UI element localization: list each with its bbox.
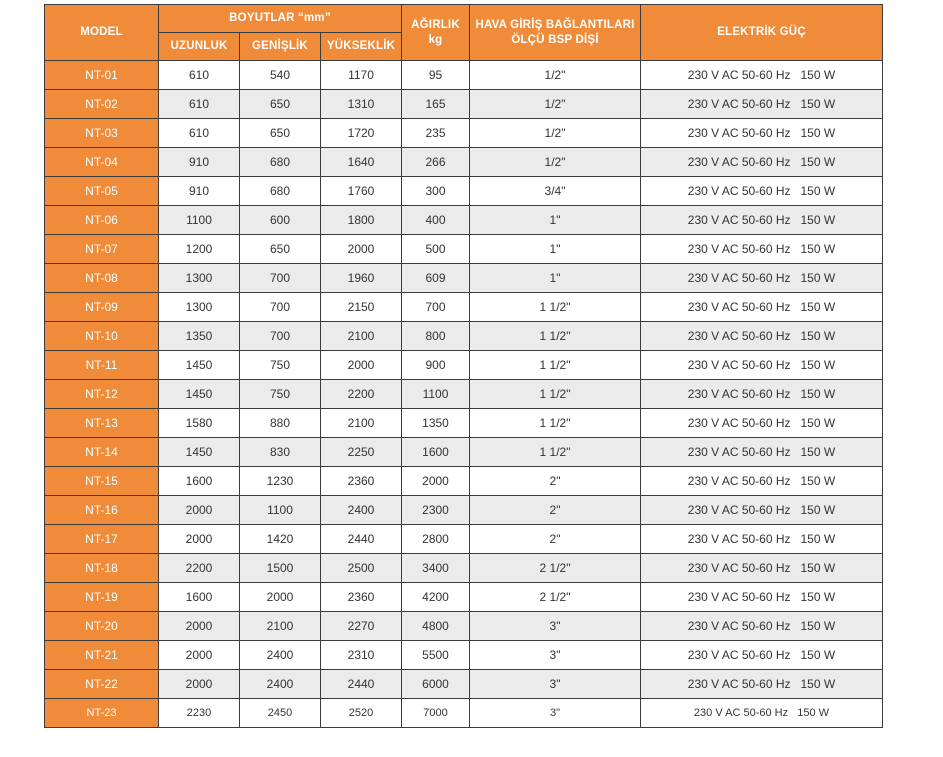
model-cell: NT-13 [45, 409, 159, 438]
height-cell: 2000 [321, 351, 402, 380]
model-cell: NT-14 [45, 438, 159, 467]
air-connection-cell: 1 1/2" [470, 380, 641, 409]
width-cell: 600 [240, 206, 321, 235]
table-row [45, 380, 883, 409]
header-power: ELEKTRİK GÜÇ [641, 5, 883, 61]
width-cell: 2400 [240, 641, 321, 670]
length-cell: 610 [159, 90, 240, 119]
length-cell: 1450 [159, 438, 240, 467]
weight-cell: 3400 [402, 554, 470, 583]
width-cell: 2400 [240, 670, 321, 699]
height-cell: 2200 [321, 380, 402, 409]
model-cell: NT-07 [45, 235, 159, 264]
length-cell: 1300 [159, 264, 240, 293]
model-cell: NT-03 [45, 119, 159, 148]
model-cell: NT-02 [45, 90, 159, 119]
width-cell: 700 [240, 322, 321, 351]
power-cell: 230 V AC 50-60 Hz 150 W [641, 322, 883, 351]
table-row [45, 612, 883, 641]
air-connection-cell: 1/2" [470, 61, 641, 90]
air-connection-cell: 1 1/2" [470, 293, 641, 322]
air-connection-cell: 1 1/2" [470, 322, 641, 351]
weight-cell: 4200 [402, 583, 470, 612]
power-cell: 230 V AC 50-60 Hz 150 W [641, 670, 883, 699]
air-connection-cell: 1 1/2" [470, 351, 641, 380]
height-cell: 2270 [321, 612, 402, 641]
table-row [45, 177, 883, 206]
air-connection-cell: 3/4" [470, 177, 641, 206]
width-cell: 1230 [240, 467, 321, 496]
header-height: YÜKSEKLİK [321, 33, 402, 61]
weight-cell: 1100 [402, 380, 470, 409]
table-row [45, 438, 883, 467]
air-connection-cell: 2 1/2" [470, 554, 641, 583]
air-connection-cell: 1" [470, 206, 641, 235]
width-cell: 830 [240, 438, 321, 467]
table-row [45, 351, 883, 380]
power-cell: 230 V AC 50-60 Hz 150 W [641, 438, 883, 467]
power-cell: 230 V AC 50-60 Hz 150 W [641, 612, 883, 641]
power-cell: 230 V AC 50-60 Hz 150 W [641, 148, 883, 177]
table-row [45, 90, 883, 119]
model-cell: NT-17 [45, 525, 159, 554]
table-row [45, 409, 883, 438]
power-cell: 230 V AC 50-60 Hz 150 W [641, 264, 883, 293]
table-row [45, 61, 883, 90]
table-row [45, 119, 883, 148]
length-cell: 1600 [159, 467, 240, 496]
length-cell: 1580 [159, 409, 240, 438]
air-connection-cell: 2" [470, 525, 641, 554]
width-cell: 750 [240, 380, 321, 409]
height-cell: 1720 [321, 119, 402, 148]
width-cell: 750 [240, 351, 321, 380]
length-cell: 1300 [159, 293, 240, 322]
weight-cell: 700 [402, 293, 470, 322]
height-cell: 1760 [321, 177, 402, 206]
air-connection-cell: 3" [470, 699, 641, 728]
length-cell: 1200 [159, 235, 240, 264]
model-cell: NT-20 [45, 612, 159, 641]
header-air-sub: ÖLÇÜ BSP DİŞİ [511, 33, 599, 46]
height-cell: 1310 [321, 90, 402, 119]
power-cell: 230 V AC 50-60 Hz 150 W [641, 699, 883, 728]
air-connection-cell: 1 1/2" [470, 409, 641, 438]
weight-cell: 6000 [402, 670, 470, 699]
height-cell: 1960 [321, 264, 402, 293]
model-cell: NT-21 [45, 641, 159, 670]
length-cell: 610 [159, 61, 240, 90]
weight-cell: 400 [402, 206, 470, 235]
header-dimensions: BOYUTLAR “mm” [159, 5, 402, 33]
length-cell: 1450 [159, 380, 240, 409]
table-row [45, 206, 883, 235]
air-connection-cell: 1 1/2" [470, 438, 641, 467]
power-cell: 230 V AC 50-60 Hz 150 W [641, 119, 883, 148]
height-cell: 2250 [321, 438, 402, 467]
power-cell: 230 V AC 50-60 Hz 150 W [641, 61, 883, 90]
header-width: GENİŞLİK [240, 33, 321, 61]
spec-table [44, 4, 883, 728]
power-cell: 230 V AC 50-60 Hz 150 W [641, 177, 883, 206]
table-row [45, 583, 883, 612]
weight-cell: 266 [402, 148, 470, 177]
height-cell: 2360 [321, 583, 402, 612]
weight-cell: 7000 [402, 699, 470, 728]
height-cell: 1170 [321, 61, 402, 90]
air-connection-cell: 1/2" [470, 148, 641, 177]
table-body [45, 61, 883, 728]
air-connection-cell: 1" [470, 235, 641, 264]
length-cell: 2000 [159, 670, 240, 699]
length-cell: 910 [159, 148, 240, 177]
power-cell: 230 V AC 50-60 Hz 150 W [641, 206, 883, 235]
model-cell: NT-12 [45, 380, 159, 409]
length-cell: 2000 [159, 525, 240, 554]
power-cell: 230 V AC 50-60 Hz 150 W [641, 380, 883, 409]
table-row [45, 496, 883, 525]
model-cell: NT-16 [45, 496, 159, 525]
width-cell: 680 [240, 177, 321, 206]
air-connection-cell: 2" [470, 496, 641, 525]
air-connection-cell: 2" [470, 467, 641, 496]
header-air-connection [470, 5, 641, 61]
weight-cell: 1350 [402, 409, 470, 438]
model-cell: NT-08 [45, 264, 159, 293]
model-cell: NT-05 [45, 177, 159, 206]
length-cell: 610 [159, 119, 240, 148]
table-row [45, 670, 883, 699]
power-cell: 230 V AC 50-60 Hz 150 W [641, 496, 883, 525]
power-cell: 230 V AC 50-60 Hz 150 W [641, 525, 883, 554]
width-cell: 880 [240, 409, 321, 438]
length-cell: 910 [159, 177, 240, 206]
weight-cell: 5500 [402, 641, 470, 670]
air-connection-cell: 1/2" [470, 119, 641, 148]
length-cell: 1450 [159, 351, 240, 380]
model-cell: NT-15 [45, 467, 159, 496]
power-cell: 230 V AC 50-60 Hz 150 W [641, 409, 883, 438]
width-cell: 680 [240, 148, 321, 177]
height-cell: 2400 [321, 496, 402, 525]
model-cell: NT-04 [45, 148, 159, 177]
table-row [45, 293, 883, 322]
weight-cell: 235 [402, 119, 470, 148]
power-cell: 230 V AC 50-60 Hz 150 W [641, 467, 883, 496]
height-cell: 2310 [321, 641, 402, 670]
table-row [45, 148, 883, 177]
model-cell: NT-10 [45, 322, 159, 351]
table-row [45, 699, 883, 728]
weight-cell: 500 [402, 235, 470, 264]
header-air-label: HAVA GİRİŞ BAĞLANTILARI [475, 18, 635, 31]
height-cell: 1640 [321, 148, 402, 177]
model-cell: NT-18 [45, 554, 159, 583]
height-cell: 2150 [321, 293, 402, 322]
table-row [45, 235, 883, 264]
width-cell: 1100 [240, 496, 321, 525]
header-weight-label: AĞIRLIK [411, 18, 460, 31]
power-cell: 230 V AC 50-60 Hz 150 W [641, 293, 883, 322]
width-cell: 650 [240, 119, 321, 148]
width-cell: 1500 [240, 554, 321, 583]
header-length: UZUNLUK [159, 33, 240, 61]
weight-cell: 609 [402, 264, 470, 293]
height-cell: 2520 [321, 699, 402, 728]
width-cell: 1420 [240, 525, 321, 554]
length-cell: 1350 [159, 322, 240, 351]
air-connection-cell: 1/2" [470, 90, 641, 119]
width-cell: 650 [240, 90, 321, 119]
length-cell: 2000 [159, 612, 240, 641]
air-connection-cell: 2 1/2" [470, 583, 641, 612]
air-connection-cell: 3" [470, 641, 641, 670]
power-cell: 230 V AC 50-60 Hz 150 W [641, 351, 883, 380]
weight-cell: 800 [402, 322, 470, 351]
height-cell: 2000 [321, 235, 402, 264]
height-cell: 2100 [321, 322, 402, 351]
table-row [45, 525, 883, 554]
power-cell: 230 V AC 50-60 Hz 150 W [641, 554, 883, 583]
weight-cell: 165 [402, 90, 470, 119]
table-row [45, 264, 883, 293]
table-row [45, 641, 883, 670]
power-cell: 230 V AC 50-60 Hz 150 W [641, 90, 883, 119]
height-cell: 2100 [321, 409, 402, 438]
model-cell: NT-01 [45, 61, 159, 90]
height-cell: 2440 [321, 670, 402, 699]
table-row [45, 467, 883, 496]
length-cell: 2200 [159, 554, 240, 583]
model-cell: NT-19 [45, 583, 159, 612]
height-cell: 2360 [321, 467, 402, 496]
weight-cell: 1600 [402, 438, 470, 467]
model-cell: NT-23 [45, 699, 159, 728]
width-cell: 700 [240, 293, 321, 322]
length-cell: 2000 [159, 641, 240, 670]
height-cell: 1800 [321, 206, 402, 235]
weight-cell: 300 [402, 177, 470, 206]
width-cell: 540 [240, 61, 321, 90]
width-cell: 700 [240, 264, 321, 293]
header-model: MODEL [45, 5, 159, 61]
width-cell: 2100 [240, 612, 321, 641]
table-row [45, 322, 883, 351]
model-cell: NT-22 [45, 670, 159, 699]
width-cell: 650 [240, 235, 321, 264]
weight-cell: 2000 [402, 467, 470, 496]
power-cell: 230 V AC 50-60 Hz 150 W [641, 235, 883, 264]
air-connection-cell: 1" [470, 264, 641, 293]
length-cell: 1600 [159, 583, 240, 612]
weight-cell: 95 [402, 61, 470, 90]
model-cell: NT-09 [45, 293, 159, 322]
table-row [45, 554, 883, 583]
power-cell: 230 V AC 50-60 Hz 150 W [641, 583, 883, 612]
air-connection-cell: 3" [470, 612, 641, 641]
length-cell: 2000 [159, 496, 240, 525]
weight-cell: 900 [402, 351, 470, 380]
weight-cell: 4800 [402, 612, 470, 641]
model-cell: NT-06 [45, 206, 159, 235]
width-cell: 2000 [240, 583, 321, 612]
height-cell: 2440 [321, 525, 402, 554]
width-cell: 2450 [240, 699, 321, 728]
header-weight-unit: kg [428, 33, 443, 46]
model-cell: NT-11 [45, 351, 159, 380]
length-cell: 1100 [159, 206, 240, 235]
height-cell: 2500 [321, 554, 402, 583]
weight-cell: 2800 [402, 525, 470, 554]
power-cell: 230 V AC 50-60 Hz 150 W [641, 641, 883, 670]
header-weight [402, 5, 470, 61]
weight-cell: 2300 [402, 496, 470, 525]
air-connection-cell: 3" [470, 670, 641, 699]
length-cell: 2230 [159, 699, 240, 728]
